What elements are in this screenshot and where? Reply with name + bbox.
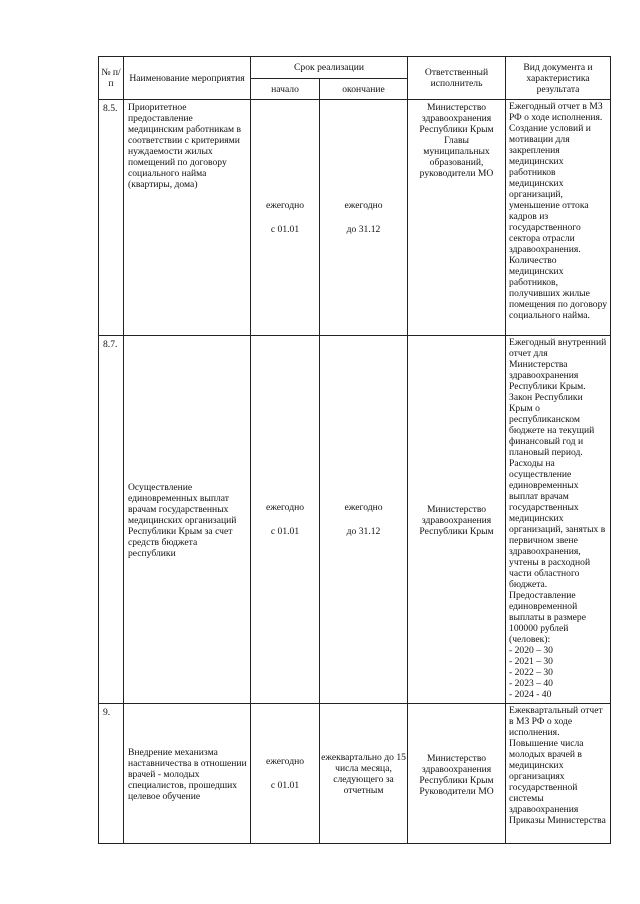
end-date: до 31.12: [346, 224, 381, 235]
result-text: Расходы на осуществление единовременных выплат врачам государственных медицинских организаций, занятых в первичном звене здравоохранения, учтены в расходной части областного бюджета.: [509, 458, 606, 590]
result-text: Ежеквартальный отчет в МЗ РФ о ходе исполнения.: [509, 705, 603, 738]
start-date: с 01.01: [270, 224, 300, 235]
header-executor: Ответственный исполнитель: [408, 57, 506, 100]
end-date: до 31.12: [346, 526, 381, 537]
header-period: Срок реализации: [251, 57, 408, 79]
result-text: Приказы Министерства: [509, 815, 606, 826]
header-name: Наименование мероприятия: [124, 57, 251, 100]
measure-name: Приоритетное предоставление медицинским работникам в соответствии с критериями нуждаемости жилых помещений по договору социального найма (квартиры, дома): [124, 100, 251, 336]
end-frequency: ежегодно: [344, 502, 383, 513]
result-cell: [506, 704, 611, 844]
start-frequency: ежегодно: [265, 502, 305, 513]
measure-name: Внедрение механизма наставничества в отношении врачей - молодых специалистов, прошедших целевое обучение: [124, 704, 251, 844]
start-date-cell: [251, 100, 320, 336]
start-date-cell: [251, 336, 320, 704]
executor: Министерство здравоохранения Республики Крым: [408, 336, 506, 704]
row-number: 8.5.: [99, 100, 124, 336]
table-row: [99, 336, 611, 704]
header-result: Вид документа и характеристика результата: [506, 57, 611, 100]
table-row: [99, 100, 611, 336]
header-start: начало: [251, 79, 320, 100]
end-date-cell: [320, 704, 408, 844]
end-frequency: ежеквартально до 15 числа месяца, следующего за отчетным: [321, 751, 406, 796]
result-year: - 2021 – 30: [509, 656, 553, 667]
start-date-cell: [251, 704, 320, 844]
result-text: Количество медицинских работников, получивших жилые помещения по договору социального найма.: [509, 255, 608, 321]
result-text: Повышение числа молодых врачей в медицинских организациях государственной системы здравоохранения: [509, 738, 584, 815]
result-text: Ежегодный отчет в МЗ РФ о ходе исполнения. Создание условий и мотивации для закрепления медицинских работников медицинских организаций, уменьшение оттока кадров из государственного сектора отрасли здравоохранения.: [509, 101, 603, 255]
start-frequency: ежегодно: [265, 200, 305, 211]
header-end: окончание: [320, 79, 408, 100]
result-year: - 2020 – 30: [509, 645, 553, 656]
measures-table: [98, 56, 611, 844]
start-frequency: ежегодно: [265, 756, 305, 767]
row-number: 8.7.: [99, 336, 124, 704]
result-text: Ежегодный внутренний отчет для Министерства здравоохранения Республики Крым.: [509, 337, 607, 392]
header-num: № п/п: [99, 57, 124, 100]
end-date-cell: [320, 336, 408, 704]
table-row: [99, 704, 611, 844]
result-text: Закон Республики Крым о республиканском бюджете на текущий финансовый год и плановый период.: [509, 392, 595, 458]
result-text: Предоставление единовременной выплаты в размере 100000 рублей (человек):: [509, 590, 586, 645]
start-date: с 01.01: [270, 780, 300, 791]
end-date-cell: [320, 100, 408, 336]
result-cell: [506, 336, 611, 704]
measure-name: Осуществление единовременных выплат врачам государственных медицинских организаций Республики Крым за счет средств бюджета республики: [124, 336, 251, 704]
result-year: - 2023 – 40: [509, 678, 553, 689]
executor: Министерство здравоохранения Республики Крым Главы муниципальных образований, руководители МО: [408, 100, 506, 336]
end-frequency: ежегодно: [344, 200, 383, 211]
row-number: 9.: [99, 704, 124, 844]
start-date: с 01.01: [270, 526, 300, 537]
result-year: - 2022 – 30: [509, 667, 553, 678]
result-year: - 2024 - 40: [509, 689, 552, 700]
result-cell: [506, 100, 611, 336]
executor: Министерство здравоохранения Республики Крым Руководители МО: [408, 704, 506, 844]
